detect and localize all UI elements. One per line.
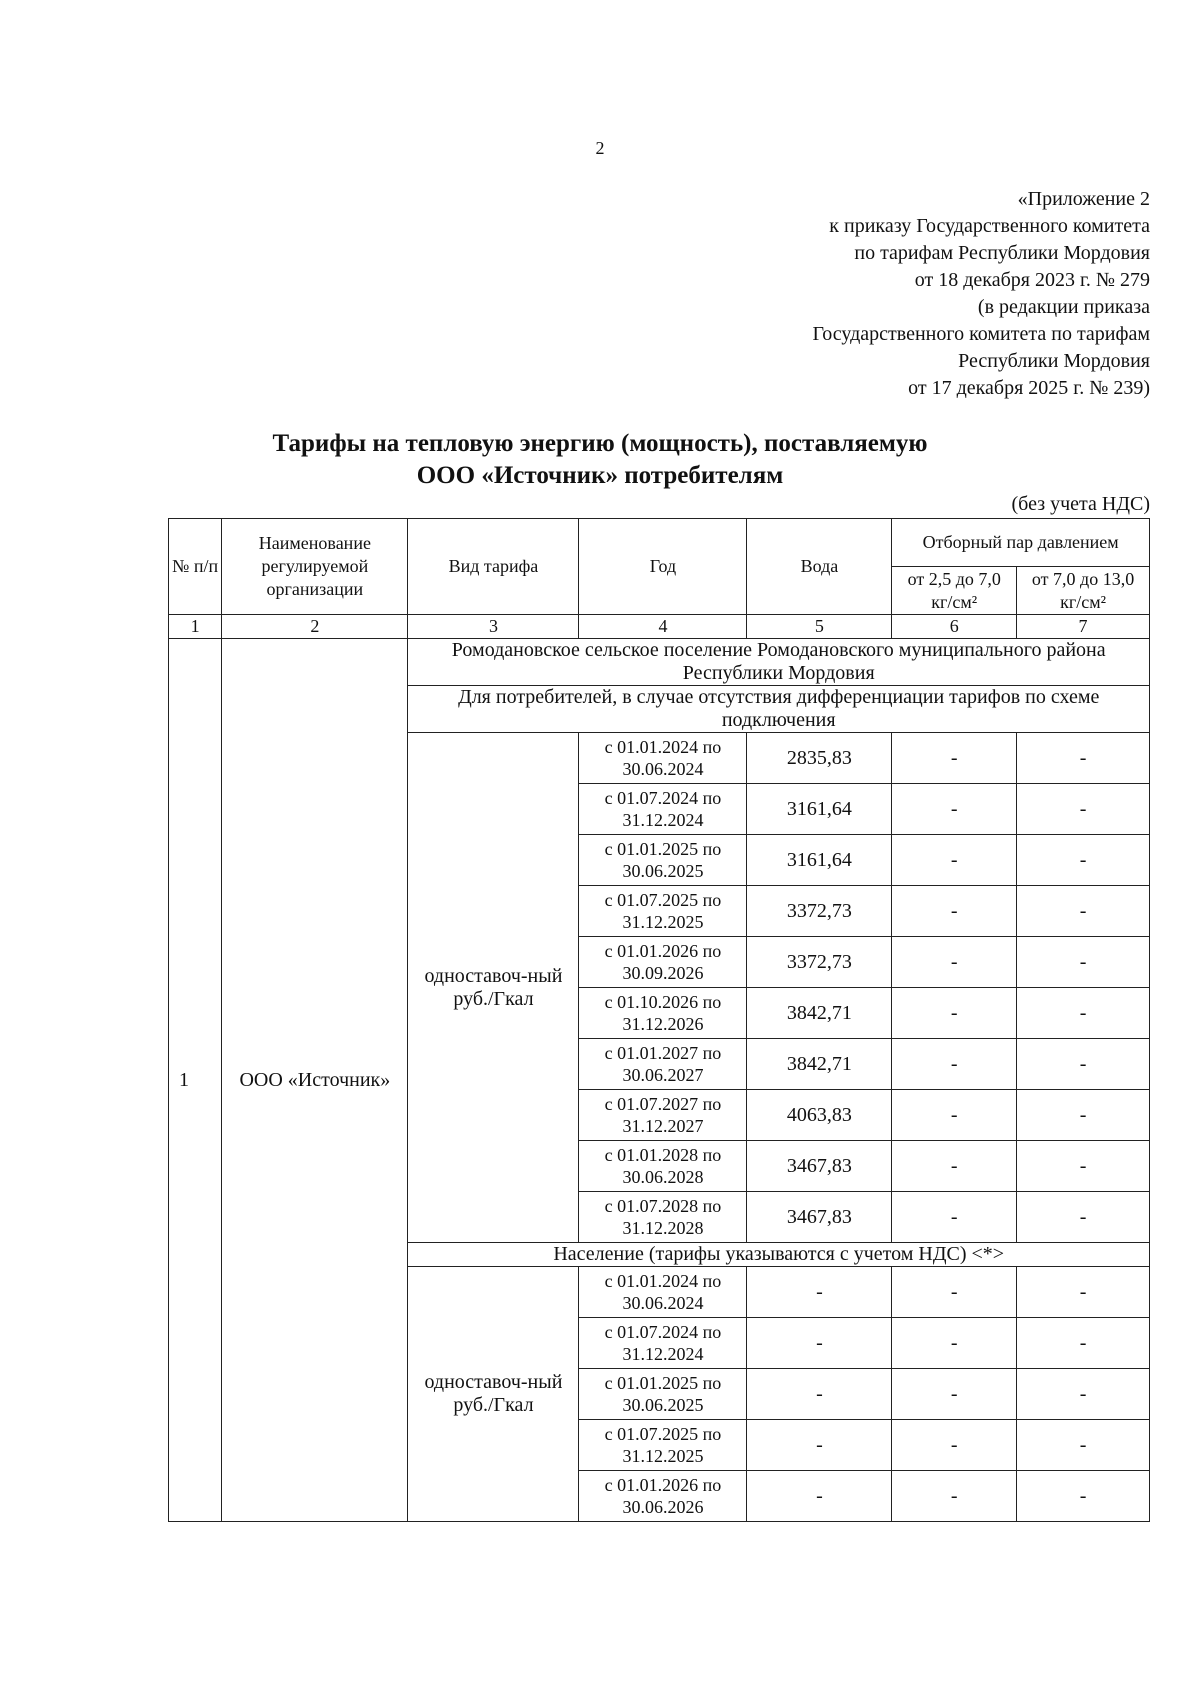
steam-high-value: - (1017, 784, 1150, 835)
steam-low-value: - (892, 1369, 1017, 1420)
water-value: - (747, 1420, 892, 1471)
period-cell: с 01.01.2025 по 30.06.2025 (579, 835, 747, 886)
column-number: 5 (747, 615, 892, 639)
header-year: Год (579, 519, 747, 615)
steam-high-value: - (1017, 937, 1150, 988)
steam-high-value: - (1017, 1471, 1150, 1522)
appendix-line: от 18 декабря 2023 г. № 279 (914, 269, 1150, 291)
header-water: Вода (747, 519, 892, 615)
period-cell: с 01.07.2027 по 31.12.2027 (579, 1090, 747, 1141)
steam-high-value: - (1017, 1420, 1150, 1471)
period-cell: с 01.07.2024 по 31.12.2024 (579, 1318, 747, 1369)
steam-low-value: - (892, 937, 1017, 988)
appendix-line: «Приложение 2 (1017, 188, 1150, 210)
steam-low-value: - (892, 1420, 1017, 1471)
appendix-line: по тарифам Республики Мордовия (854, 242, 1150, 264)
page-number: 2 (595, 138, 605, 158)
appendix-line: (в редакции приказа (977, 296, 1150, 318)
title-line: ООО «Источник» потребителям (416, 462, 784, 489)
period-cell: с 01.01.2027 по 30.06.2027 (579, 1039, 747, 1090)
steam-low-value: - (892, 733, 1017, 784)
header-steam-high: от 7,0 до 13,0 кг/см² (1017, 567, 1150, 615)
water-value: 2835,83 (747, 733, 892, 784)
water-value: - (747, 1267, 892, 1318)
steam-low-value: - (892, 1141, 1017, 1192)
column-number: 6 (892, 615, 1017, 639)
appendix-line: Государственного комитета по тарифам (812, 323, 1150, 345)
steam-high-value: - (1017, 1141, 1150, 1192)
header-num: № п/п (169, 519, 222, 615)
steam-low-value: - (892, 835, 1017, 886)
period-cell: с 01.07.2025 по 31.12.2025 (579, 886, 747, 937)
tariff-type: одноставоч-ный руб./Гкал (408, 1267, 579, 1522)
period-cell: с 01.01.2025 по 30.06.2025 (579, 1369, 747, 1420)
row-index: 1 (169, 639, 222, 1522)
column-number: 3 (408, 615, 579, 639)
steam-high-value: - (1017, 1039, 1150, 1090)
steam-low-value: - (892, 886, 1017, 937)
water-value: 3161,64 (747, 784, 892, 835)
steam-high-value: - (1017, 886, 1150, 937)
water-value: 4063,83 (747, 1090, 892, 1141)
category-label: Население (тарифы указываются с учетом НДС) <*> (408, 1243, 1150, 1267)
water-value: 3842,71 (747, 988, 892, 1039)
appendix-line: к приказу Государственного комитета (829, 215, 1150, 237)
steam-high-value: - (1017, 1369, 1150, 1420)
steam-low-value: - (892, 1039, 1017, 1090)
period-cell: с 01.07.2024 по 31.12.2024 (579, 784, 747, 835)
appendix-block (812, 186, 1150, 402)
zone-label: Ромодановское сельское поселение Ромодановского муниципального района Республики Мордовия (408, 639, 1150, 686)
title-line: Тарифы на тепловую энергию (мощность), поставляемую (272, 430, 928, 457)
period-cell: с 01.01.2026 по 30.09.2026 (579, 937, 747, 988)
water-value: 3467,83 (747, 1141, 892, 1192)
steam-high-value: - (1017, 1090, 1150, 1141)
steam-high-value: - (1017, 988, 1150, 1039)
water-value: 3842,71 (747, 1039, 892, 1090)
column-number: 7 (1017, 615, 1150, 639)
steam-low-value: - (892, 1192, 1017, 1243)
steam-high-value: - (1017, 1318, 1150, 1369)
appendix-line: Республики Мордовия (958, 350, 1150, 372)
table-header (169, 519, 1150, 639)
water-value: 3372,73 (747, 886, 892, 937)
vat-note: (без учета НДС) (1011, 493, 1150, 515)
column-number: 4 (579, 615, 747, 639)
column-number-row (169, 615, 1150, 639)
category-label: Для потребителей, в случае отсутствия дифференциации тарифов по схеме подключения (408, 686, 1150, 733)
tariff-table (168, 518, 1150, 1522)
org-name: ООО «Источник» (222, 639, 408, 1522)
steam-high-value: - (1017, 835, 1150, 886)
water-value: 3372,73 (747, 937, 892, 988)
steam-low-value: - (892, 1471, 1017, 1522)
header-steam-low: от 2,5 до 7,0 кг/см² (892, 567, 1017, 615)
tariff-type: одноставоч-ный руб./Гкал (408, 733, 579, 1243)
appendix-line: от 17 декабря 2025 г. № 239) (908, 377, 1150, 399)
steam-high-value: - (1017, 1192, 1150, 1243)
period-cell: с 01.10.2026 по 31.12.2026 (579, 988, 747, 1039)
steam-high-value: - (1017, 1267, 1150, 1318)
steam-low-value: - (892, 1267, 1017, 1318)
header-type: Вид тарифа (408, 519, 579, 615)
steam-high-value: - (1017, 733, 1150, 784)
water-value: - (747, 1369, 892, 1420)
period-cell: с 01.01.2024 по 30.06.2024 (579, 733, 747, 784)
steam-low-value: - (892, 988, 1017, 1039)
steam-low-value: - (892, 1318, 1017, 1369)
period-cell: с 01.07.2025 по 31.12.2025 (579, 1420, 747, 1471)
document-title (0, 428, 1200, 492)
period-cell: с 01.07.2028 по 31.12.2028 (579, 1192, 747, 1243)
column-number: 1 (169, 615, 222, 639)
column-number: 2 (222, 615, 408, 639)
steam-low-value: - (892, 784, 1017, 835)
header-steam: Отборный пар давлением (892, 519, 1150, 567)
water-value: - (747, 1471, 892, 1522)
header-org: Наименование регулируемой организации (222, 519, 408, 615)
period-cell: с 01.01.2026 по 30.06.2026 (579, 1471, 747, 1522)
steam-low-value: - (892, 1090, 1017, 1141)
period-cell: с 01.01.2024 по 30.06.2024 (579, 1267, 747, 1318)
water-value: 3467,83 (747, 1192, 892, 1243)
water-value: - (747, 1318, 892, 1369)
period-cell: с 01.01.2028 по 30.06.2028 (579, 1141, 747, 1192)
water-value: 3161,64 (747, 835, 892, 886)
